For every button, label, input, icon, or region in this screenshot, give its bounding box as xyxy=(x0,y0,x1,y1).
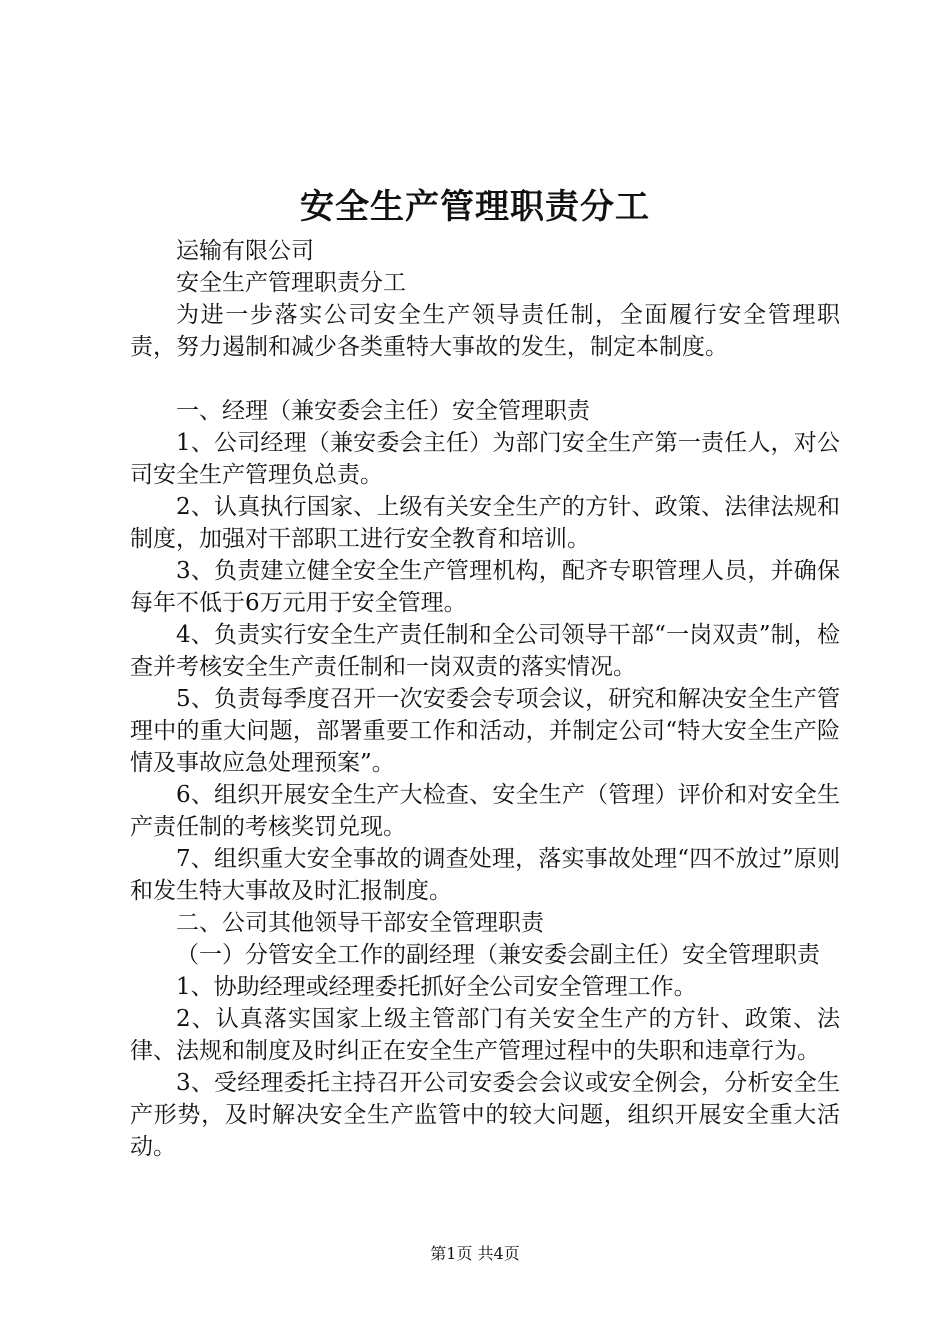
paragraph-item: 2、认真落实国家上级主管部门有关安全生产的方针、政策、法律、法规和制度及时纠正在安全生产管理过程中的失职和违章行为。 xyxy=(130,1006,840,1064)
section-heading-2: 二、公司其他领导干部安全管理职责 xyxy=(176,910,544,936)
paragraph-item: 6、组织开展安全生产大检查、安全生产（管理）评价和对安全生产责任制的考核奖罚兑现。 xyxy=(130,782,840,840)
company-name: 运输有限公司 xyxy=(176,238,314,264)
paragraph-item: 5、负责每季度召开一次安委会专项会议，研究和解决安全生产管理中的重大问题，部署重要工作和活动，并制定公司“特大安全生产险情及事故应急处理预案”。 xyxy=(130,686,840,776)
paragraph-item: 1、公司经理（兼安委会主任）为部门安全生产第一责任人，对公司安全生产管理负总责。 xyxy=(130,430,840,488)
document-title: 安全生产管理职责分工 xyxy=(300,187,650,227)
document-body xyxy=(130,235,840,1163)
intro-paragraph: 为进一步落实公司安全生产领导责任制，全面履行安全管理职责，努力遏制和减少各类重特大事故的发生，制定本制度。 xyxy=(130,302,840,360)
section-heading-1: 一、经理（兼安委会主任）安全管理职责 xyxy=(176,398,590,424)
subsection-heading: （一）分管安全工作的副经理（兼安委会副主任）安全管理职责 xyxy=(176,942,820,968)
paragraph-item: 1、协助经理或经理委托抓好全公司安全管理工作。 xyxy=(176,974,697,1000)
paragraph-item: 4、负责实行安全生产责任制和全公司领导干部“一岗双责”制，检查并考核安全生产责任制和一岗双责的落实情况。 xyxy=(130,622,840,680)
page-footer: 第1页 共4页 xyxy=(430,1244,520,1263)
document-subtitle: 安全生产管理职责分工 xyxy=(176,270,406,296)
paragraph-item: 2、认真执行国家、上级有关安全生产的方针、政策、法律法规和制度，加强对干部职工进行安全教育和培训。 xyxy=(130,494,840,552)
paragraph-item: 3、受经理委托主持召开公司安委会会议或安全例会，分析安全生产形势，及时解决安全生产监管中的较大问题，组织开展安全重大活动。 xyxy=(130,1070,840,1160)
paragraph-item: 3、负责建立健全安全生产管理机构，配齐专职管理人员，并确保每年不低于6万元用于安全管理。 xyxy=(130,558,840,616)
paragraph-item: 7、组织重大安全事故的调查处理，落实事故处理“四不放过”原则和发生特大事故及时汇报制度。 xyxy=(130,846,840,904)
